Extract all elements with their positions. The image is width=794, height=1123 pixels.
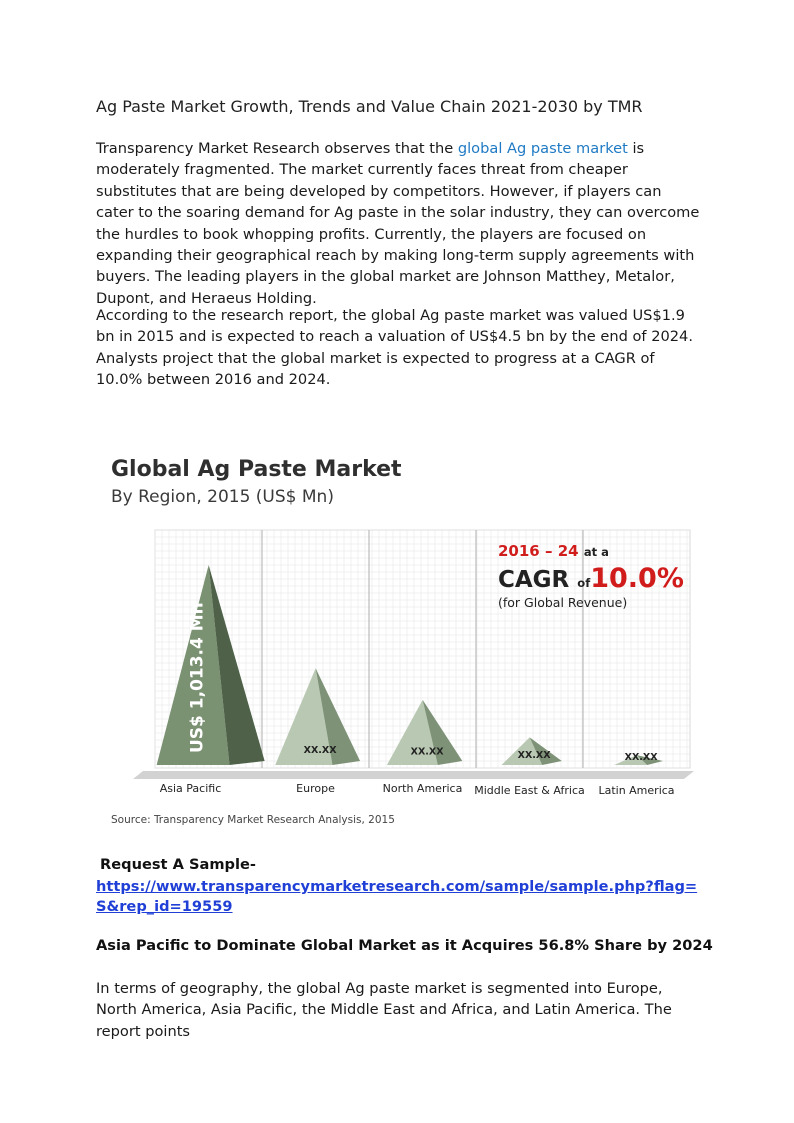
category-label: Middle East & Africa (474, 784, 585, 797)
value-label: XX.XX (303, 745, 337, 756)
cagr-of: of (577, 576, 591, 590)
geography-paragraph: In terms of geography, the global Ag paste market is segmented into Europe, North America, Asia Pacific, the Middle East and Africa, and Latin America. The report points (96, 980, 672, 1040)
cagr-value: 10.0% (590, 563, 684, 594)
category-label: Europe (296, 782, 335, 795)
cagr-period-text: 2016 – 24 (498, 542, 579, 560)
category-label: Asia Pacific (159, 782, 222, 795)
intro-paragraph (96, 138, 702, 309)
chart-source: Source: Transparency Market Research Analysis, 2015 (111, 814, 395, 826)
cagr-callout (498, 563, 684, 594)
value-label: US$ 1,013.4 Mn (187, 602, 208, 753)
market-link[interactable]: global Ag paste market (457, 140, 628, 157)
section-heading: Asia Pacific to Dominate Global Market as it Acquires 56.8% Share by 2024 (96, 937, 713, 954)
valuation-paragraph: According to the research report, the global Ag paste market was valued US$1.9 bn in 2015 and is expected to reach a valuation of US$4.5 bn by the end of 2024. Analysts project that the global market is expected to progress at a CAGR of 10.0% between 2016 and 2024. (96, 307, 693, 389)
category-label: North America (382, 782, 463, 795)
category-label: Latin America (598, 784, 675, 797)
intro-text-before: Transparency Market Research observes that the (96, 140, 458, 157)
cagr-period (498, 542, 609, 560)
request-sample-link[interactable]: https://www.transparencymarketresearch.com/sample/sample.php?flag=S&rep_id=19559 (96, 878, 698, 915)
request-sample-label: Request A Sample- (100, 856, 256, 873)
regional-chart (105, 450, 705, 835)
cagr-at-a: at a (583, 545, 609, 559)
value-label: XX.XX (410, 746, 444, 758)
chart-floor (133, 771, 694, 779)
cagr-note: (for Global Revenue) (498, 595, 628, 610)
intro-text-after: is moderately fragmented. The market currently faces threat from cheaper substitutes that are being developed by competitors. However, if players can cater to the soaring demand for Ag paste in the solar industry, they can overcome the hurdles to book whopping profits. Currently, the players are focused on expanding their geographical reach by making long-term supply agreements with buyers. The leading players in the global market are Johnson Matthey, Metalor, Dupont, and Heraeus Holding. (96, 140, 700, 307)
chart-subtitle: By Region, 2015 (US$ Mn) (111, 487, 334, 507)
page-title: Ag Paste Market Growth, Trends and Value Chain 2021-2030 by TMR (96, 97, 643, 116)
value-label: XX.XX (624, 752, 658, 764)
chart-canvas (105, 450, 705, 835)
cagr-label: CAGR (498, 567, 570, 593)
chart-title: Global Ag Paste Market (111, 457, 402, 482)
value-label: XX.XX (517, 750, 551, 762)
